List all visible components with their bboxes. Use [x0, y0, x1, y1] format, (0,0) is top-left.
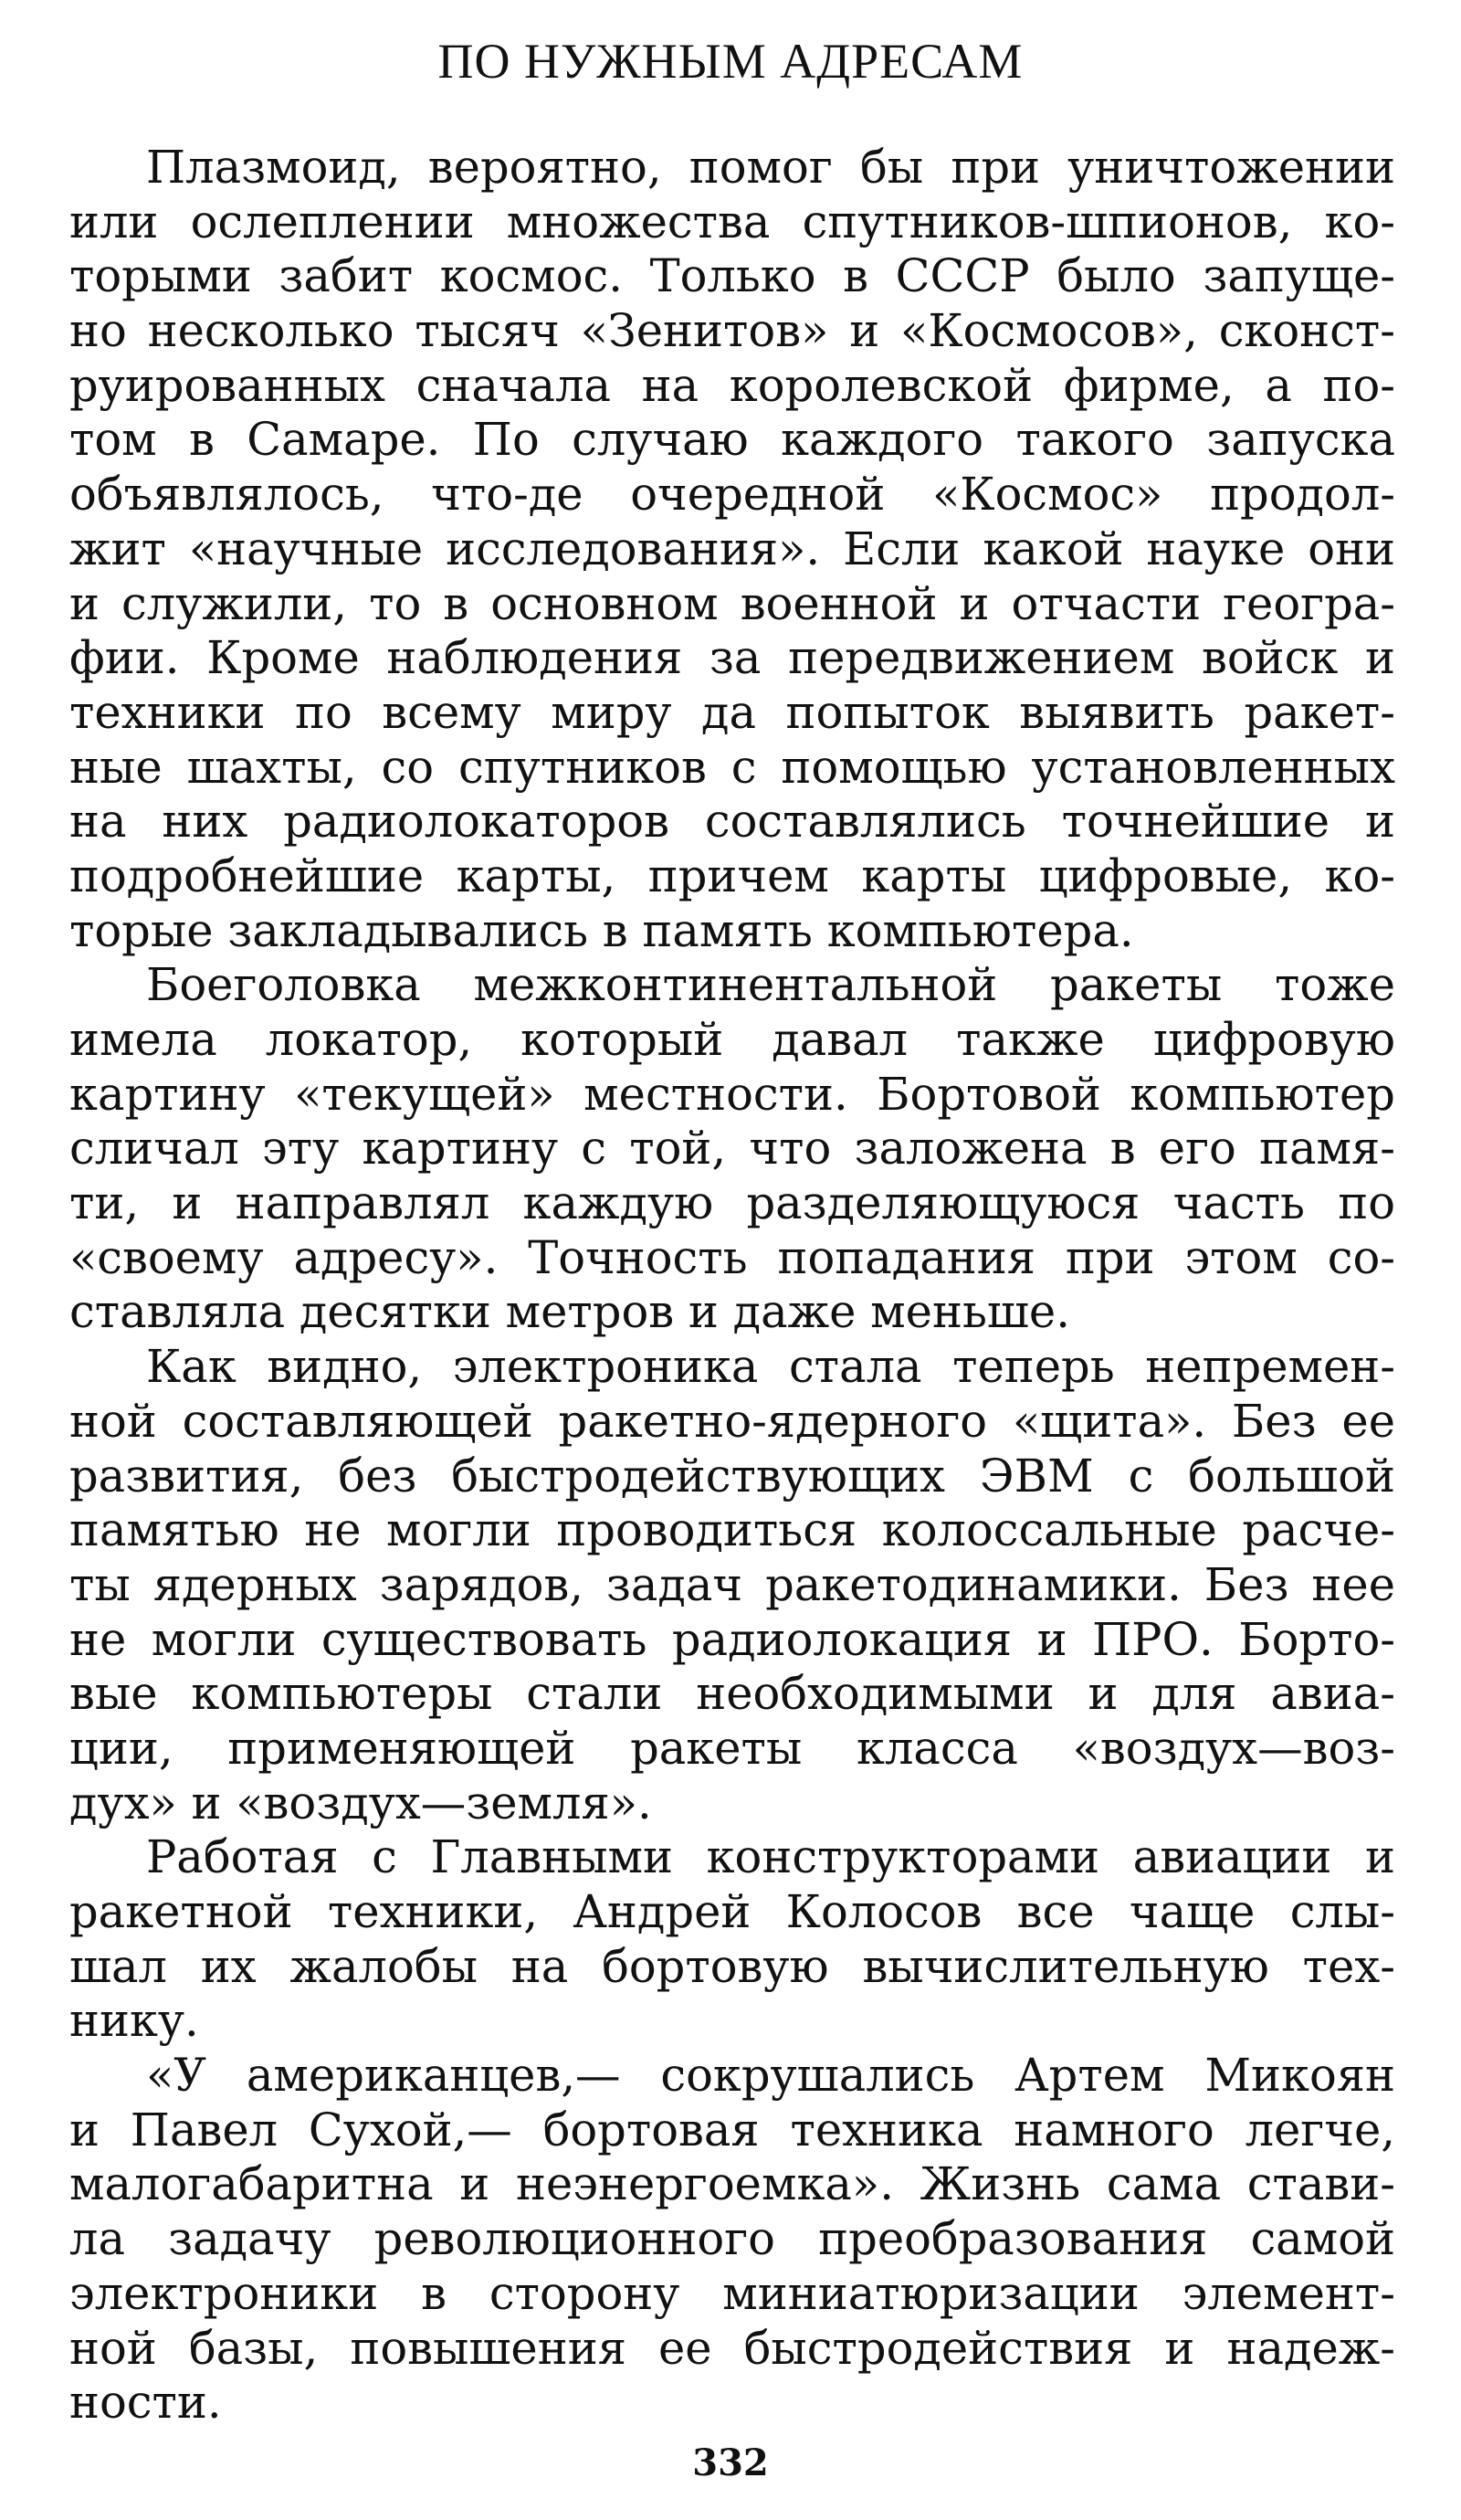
- text-line: на них радиолокаторов составлялись точнейшие и: [69, 795, 1395, 849]
- page-number: 332: [692, 2441, 769, 2484]
- text-line: торыми забит космос. Только в СССР было запуще-: [69, 249, 1395, 303]
- text-line: и служили, то в основном военной и отчасти геогра-: [69, 576, 1395, 630]
- text-line: памятью не могли проводиться колоссальные расче-: [69, 1503, 1395, 1557]
- text-line: ставляла десятки метров и даже меньше.: [69, 1285, 1070, 1339]
- text-line: подробнейшие карты, причем карты цифровые, ко-: [69, 849, 1395, 902]
- text-line: имела локатор, который давал также цифровую: [69, 1013, 1395, 1066]
- text-line: фии. Кроме наблюдения за передвижением войск и: [69, 631, 1395, 685]
- text-line: шал их жалобы на бортовую вычислительную тех-: [69, 1939, 1395, 1993]
- text-line: дух» и «воздух—земля».: [69, 1776, 652, 1829]
- text-line: не могли существовать радиолокация и ПРО. Борто-: [69, 1612, 1395, 1666]
- paragraph: [69, 141, 1395, 958]
- text-line: объявлялось, что-де очередной «Космос» продол-: [69, 468, 1395, 522]
- body-text: [69, 141, 1395, 2430]
- text-line: Как видно, электроника стала теперь непремен-: [146, 1340, 1395, 1394]
- text-line: или ослеплении множества спутников-шпионов, ко-: [69, 195, 1395, 248]
- text-line: Плазмоид, вероятно, помог бы при уничтожении: [146, 141, 1395, 194]
- text-line: вые компьютеры стали необходимыми и для авиа-: [69, 1667, 1395, 1721]
- text-line: торые закладывались в память компьютера.: [69, 903, 1134, 957]
- paragraph: [69, 1340, 1395, 1830]
- paragraph: [69, 2049, 1395, 2430]
- text-line: нику.: [69, 1994, 199, 2048]
- text-line: малогабаритна и неэнергоемка». Жизнь сама стави-: [69, 2157, 1395, 2211]
- text-line: электроники в сторону миниатюризации элемент-: [69, 2266, 1395, 2320]
- text-line: ракетной техники, Андрей Колосов все чаще слы-: [69, 1885, 1395, 1938]
- text-line: ции, применяющей ракеты класса «воздух—воз-: [69, 1721, 1395, 1775]
- text-line: том в Самаре. По случаю каждого такого запуска: [69, 413, 1395, 467]
- text-line: но несколько тысяч «Зенитов» и «Космосов», сконст-: [69, 304, 1395, 358]
- text-line: «У американцев,— сокрушались Артем Микоян: [146, 2049, 1395, 2103]
- text-line: Работая с Главными конструкторами авиации и: [146, 1830, 1395, 1884]
- running-header: ПО НУЖНЫМ АДРЕСАМ: [437, 34, 1024, 89]
- text-line: ные шахты, со спутников с помощью установленных: [69, 740, 1395, 794]
- text-line: ности.: [69, 2376, 222, 2430]
- text-line: ла задачу революционного преобразования самой: [69, 2212, 1395, 2266]
- text-line: техники по всему миру да попыток выявить ракет-: [69, 685, 1395, 739]
- text-line: ти, и направлял каждую разделяющуюся часть по: [69, 1176, 1395, 1230]
- text-line: Боеголовка межконтинентальной ракеты тоже: [146, 958, 1395, 1012]
- text-line: и Павел Сухой,— бортовая техника намного легче,: [69, 2103, 1395, 2156]
- text-line: «своему адресу». Точность попадания при этом со-: [69, 1230, 1395, 1284]
- text-line: сличал эту картину с той, что заложена в его памя-: [69, 1122, 1395, 1176]
- text-line: ной базы, повышения ее быстродействия и надеж-: [69, 2321, 1395, 2375]
- text-line: картину «текущей» местности. Бортовой компьютер: [69, 1067, 1395, 1121]
- text-line: руированных сначала на королевской фирме, а по-: [69, 358, 1395, 412]
- paragraph: [69, 958, 1395, 1340]
- paragraph: [69, 1830, 1395, 2049]
- text-line: развития, без быстродействующих ЭВМ с большой: [69, 1449, 1395, 1503]
- text-line: жит «научные исследования». Если какой науке они: [69, 522, 1395, 575]
- text-line: ной составляющей ракетно-ядерного «щита». Без ее: [69, 1394, 1395, 1448]
- text-line: ты ядерных зарядов, задач ракетодинамики. Без нее: [69, 1557, 1395, 1611]
